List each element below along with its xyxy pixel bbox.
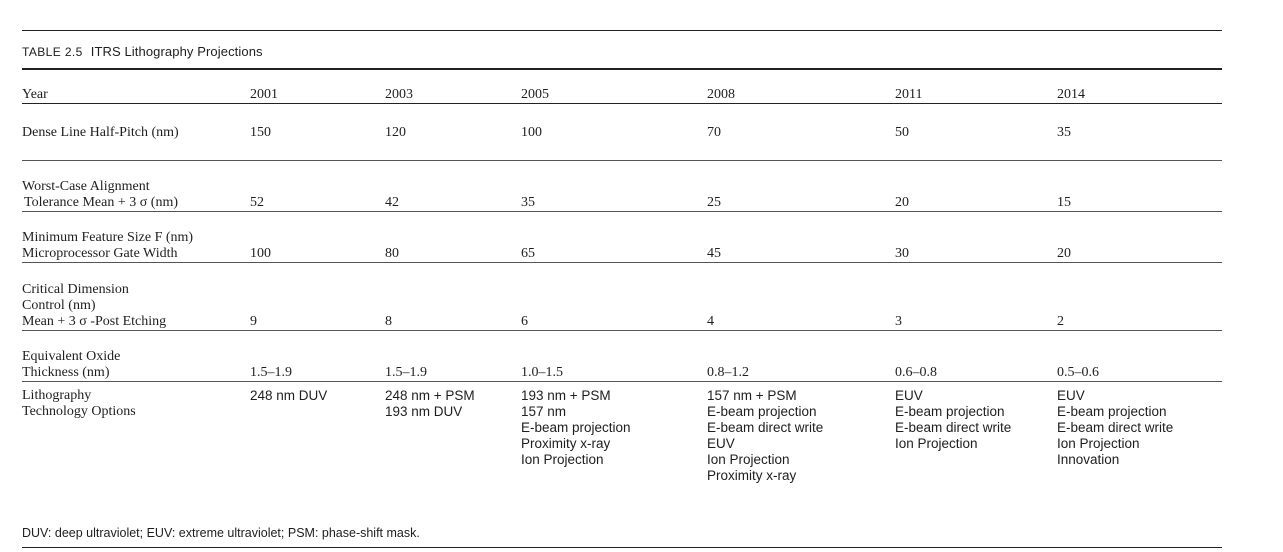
technology-option: E-beam direct write	[1057, 420, 1174, 435]
table-row	[22, 263, 1222, 331]
table-footnote: DUV: deep ultraviolet; EUV: extreme ultraviolet; PSM: phase-shift mask.	[22, 526, 420, 540]
table-page	[22, 0, 1222, 552]
top-rule	[22, 30, 1222, 31]
table-cell: 4	[707, 263, 895, 331]
technology-options-cell	[521, 382, 707, 489]
table-cell: 100	[521, 124, 542, 140]
column-header: 2008	[707, 87, 735, 102]
technology-option: E-beam projection	[707, 404, 817, 419]
table-cell: 70	[707, 124, 721, 140]
table-cell: 65	[521, 212, 707, 263]
table-cell: 8	[385, 263, 521, 331]
table-cell: 35	[1057, 124, 1071, 140]
table-title: ITRS Lithography Projections	[90, 44, 263, 59]
technology-option: Proximity x-ray	[707, 468, 797, 483]
table-cell: 0.8–1.2	[707, 331, 895, 382]
row-label-line: Tolerance Mean + 3 σ (nm)	[24, 195, 179, 210]
table-cell: 120	[385, 124, 406, 140]
technology-option: Ion Projection	[707, 452, 790, 467]
row-label-line: Equivalent Oxide	[22, 349, 121, 364]
row-label-line: Microprocessor Gate Width	[22, 246, 178, 261]
row-label	[22, 212, 250, 263]
bottom-rule	[22, 547, 1222, 548]
table-number: TABLE 2.5	[22, 45, 83, 59]
table-row	[22, 331, 1222, 382]
technology-options-cell	[707, 382, 895, 489]
technology-option: EUV	[1057, 388, 1085, 403]
technology-option: E-beam projection	[521, 420, 631, 435]
technology-option: 193 nm + PSM	[521, 388, 611, 403]
table-row	[22, 103, 1222, 161]
row-label-line: Mean + 3 σ -Post Etching	[22, 314, 167, 329]
row-label-line: Thickness (nm)	[22, 365, 110, 380]
row-label-line: Minimum Feature Size F (nm)	[22, 230, 194, 245]
table-cell: 1.5–1.9	[250, 331, 385, 382]
table-cell: 3	[895, 263, 1057, 331]
row-label	[22, 103, 250, 161]
technology-option: 248 nm + PSM	[385, 388, 475, 403]
table-cell: 80	[385, 212, 521, 263]
table-cell: 52	[250, 161, 385, 212]
table-cell: 20	[1057, 212, 1222, 263]
column-header: 2001	[250, 87, 278, 102]
table-cell: 100	[250, 212, 385, 263]
technology-option: E-beam direct write	[707, 420, 824, 435]
row-label-line: Lithography	[22, 388, 92, 403]
table-cell: 35	[521, 161, 707, 212]
table-row	[22, 382, 1222, 489]
table-body	[22, 103, 1222, 488]
row-label	[22, 263, 250, 331]
technology-option: E-beam projection	[895, 404, 1005, 419]
technology-option: Ion Projection	[895, 436, 978, 451]
row-label-line: Dense Line Half-Pitch (nm)	[22, 124, 179, 140]
table-cell: 25	[707, 161, 895, 212]
technology-option: 248 nm DUV	[250, 388, 328, 403]
technology-option: Ion Projection	[521, 452, 604, 467]
table-cell: 30	[895, 212, 1057, 263]
row-label-line: Critical Dimension	[22, 282, 129, 297]
table-cell: 50	[895, 124, 909, 140]
technology-option: Ion Projection	[1057, 436, 1140, 451]
technology-option: E-beam direct write	[895, 420, 1012, 435]
table-cell: 0.6–0.8	[895, 331, 1057, 382]
table-cell: 6	[521, 263, 707, 331]
row-label	[22, 161, 250, 212]
technology-option: 157 nm	[521, 404, 567, 419]
table-cell: 1.0–1.5	[521, 331, 707, 382]
table-cell: 9	[250, 263, 385, 331]
technology-option: EUV	[707, 436, 735, 451]
table-cell: 1.5–1.9	[385, 331, 521, 382]
table-cell: 2	[1057, 263, 1222, 331]
row-label	[22, 331, 250, 382]
column-header: 2014	[1057, 87, 1085, 102]
itrs-table	[22, 72, 1222, 488]
table-cell: 20	[895, 161, 1057, 212]
table-caption	[22, 44, 263, 61]
table-header	[22, 72, 1222, 103]
technology-options-cell	[1057, 382, 1222, 489]
table-cell: 15	[1057, 161, 1222, 212]
row-label-line: Control (nm)	[22, 298, 96, 313]
technology-option: 157 nm + PSM	[707, 388, 797, 403]
technology-options-cell	[895, 382, 1057, 489]
technology-option: 193 nm DUV	[385, 404, 463, 419]
technology-option: Proximity x-ray	[521, 436, 611, 451]
column-header: 2005	[521, 87, 549, 102]
technology-options-cell	[385, 382, 521, 489]
table-cell: 42	[385, 161, 521, 212]
row-label	[22, 382, 250, 489]
row-label-line: Worst-Case Alignment	[22, 179, 150, 194]
column-header: Year	[22, 87, 48, 102]
table-cell: 150	[250, 124, 271, 140]
header-rule	[22, 103, 1222, 104]
technology-option: Innovation	[1057, 452, 1120, 467]
table-row	[22, 161, 1222, 212]
technology-option: E-beam projection	[1057, 404, 1167, 419]
row-label-line: Technology Options	[22, 404, 136, 419]
caption-rule	[22, 68, 1222, 70]
column-header: 2003	[385, 87, 413, 102]
table-cell: 0.5–0.6	[1057, 331, 1222, 382]
technology-option: EUV	[895, 388, 923, 403]
technology-options-cell	[250, 382, 385, 489]
table-row	[22, 212, 1222, 263]
table-cell: 45	[707, 212, 895, 263]
column-header: 2011	[895, 87, 923, 102]
header-row	[22, 72, 1222, 103]
